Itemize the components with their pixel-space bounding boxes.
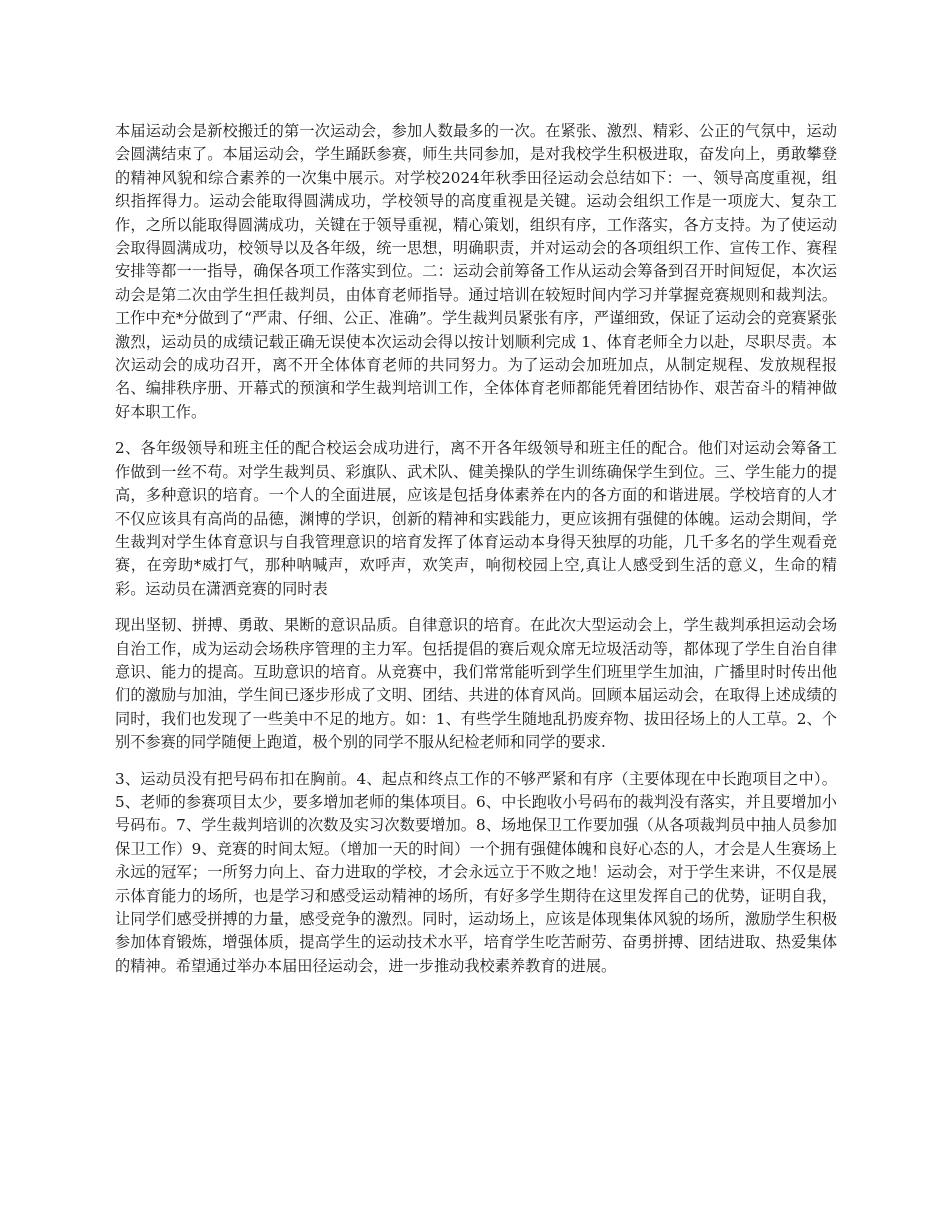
paragraph-1: 本届运动会是新校搬迁的第一次运动会，参加人数最多的一次。在紧张、激烈、精彩、公正的气氛中，运动会圆满结束了。本届运动会，学生踊跃参赛，师生共同参加，是对我校学生积极进取，奋发向上，勇敢攀登的精神风貌和综合素养的一次集中展示。对学校2024年秋季田径运动会总结如下：一、领导高度重视，组织指挥得力。运动会能取得圆满成功，学校领导的高度重视是关键。运动会组织工作是一项庞大、复杂工作，之所以能取得圆满成功，关键在于领导重视，精心策划，组织有序，工作落实，各方支持。为了使运动会取得圆满成功，校领导以及各年级，统一思想，明确职责，并对运动会的各项组织工作、宣传工作、赛程安排等都一一指导，确保各项工作落实到位。二：运动会前筹备工作从运动会筹备到召开时间短促，本次运动会是第二次由学生担任裁判员，由体育老师指导。通过培训在较短时间内学习并掌握竞赛规则和裁判法。工作中充*分做到了“严肃、仔细、公正、准确”。学生裁判员紧张有序，严谨细致，保证了运动会的竞赛紧张激烈，运动员的成绩记载正确无误使本次运动会得以按计划顺利完成 1、体育老师全力以赴，尽职尽责。本次运动会的成功召开，离不开全体体育老师的共同努力。为了运动会加班加点，从制定规程、发放规程报名、编排秩序册、开幕式的预演和学生裁判培训工作，全体体育老师都能凭着团结协作、艰苦奋斗的精神做好本职工作。 [115, 122, 837, 421]
paragraph-2: 2、各年级领导和班主任的配合校运会成功进行，离不开各年级领导和班主任的配合。他们对运动会筹备工作做到一丝不苟。对学生裁判员、彩旗队、武术队、健美操队的学生训练确保学生到位。三、学生能力的提高，多种意识的培育。一个人的全面进展，应该是包括身体素养在内的各方面的和谐进展。学校培育的人才不仅应该具有高尚的品德，渊博的学识，创新的精神和实践能力，更应该拥有强健的体魄。运动会期间，学生裁判对学生体育意识与自我管理意识的培育发挥了体育运动本身得天独厚的功能，几千多名的学生观看竞赛，在旁助*威打气，那种呐喊声，欢呼声，欢笑声，响彻校园上空,真让人感受到生活的意义，生命的精彩。运动员在潇洒竞赛的同时表 [115, 439, 837, 598]
document-body [115, 120, 837, 991]
paragraph-4: 3、运动员没有把号码布扣在胸前。4、起点和终点工作的不够严紧和有序（主要体现在中长跑项目之中）。5、老师的参赛项目太少，要多增加老师的集体项目。6、中长跑收小号码布的裁判没有落实，并且要增加小号码布。7、学生裁判培训的次数及实习次数要增加。8、场地保卫工作要加强（从各项裁判员中抽人员参加保卫工作）9、竞赛的时间太短。（增加一天的时间）一个拥有强健体魄和良好心态的人，才会是人生赛场上永远的冠军；一所努力向上、奋力进取的学校，才会永远立于不败之地！运动会，对于学生来讲，不仅是展示体育能力的场所，也是学习和感受运动精神的场所，有好多学生期待在这里发挥自己的优势，证明自我，让同学们感受拼搏的力量，感受竞争的激烈。同时，运动场上，应该是体现集体风貌的场所，激励学生积极参加体育锻炼，增强体质，提高学生的运动技术水平，培育学生吃苦耐劳、奋勇拼搏、团结进取、热爱集体的精神。希望通过举办本届田径运动会，进一步推动我校素养教育的进展。 [115, 769, 837, 975]
paragraph-3: 现出坚韧、拼搏、勇敢、果断的意识品质。自律意识的培育。在此次大型运动会上，学生裁判承担运动会场自治工作，成为运动会场秩序管理的主力军。包括提倡的赛后观众席无垃圾活动等，都体现了学生自治自律意识、能力的提高。互助意识的培育。从竞赛中，我们常常能听到学生们班里学生加油，广播里时时传出他们的激励与加油，学生间已逐步形成了文明、团结、共进的体育风尚。回顾本届运动会，在取得上述成绩的同时，我们也发现了一些美中不足的地方。如：1、有些学生随地乱扔废弃物、拔田径场上的人工草。2、个别不参赛的同学随便上跑道，极个别的同学不服从纪检老师和同学的要求. [115, 616, 837, 752]
